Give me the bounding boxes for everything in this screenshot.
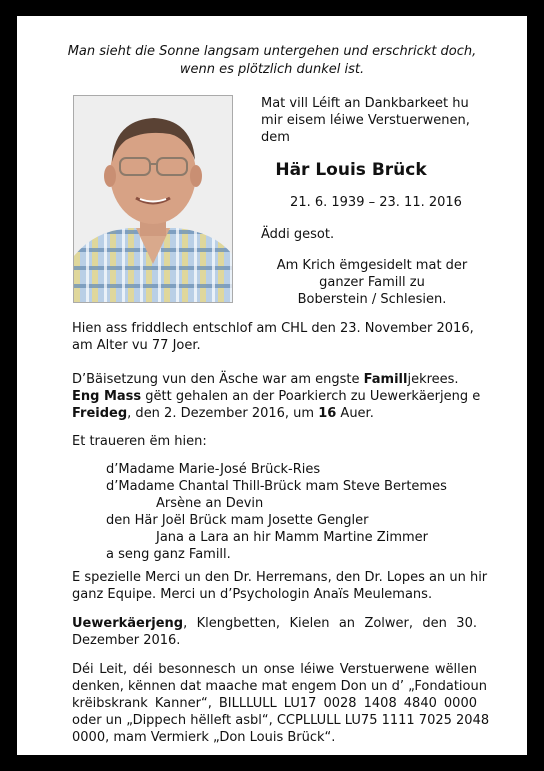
- funeral-emphasis: Freideg: [72, 406, 128, 421]
- funeral-line: [72, 388, 481, 405]
- donation-line: denken, kënnen dat maache mat engem Don un d’ „Fondatioun: [72, 679, 487, 694]
- mourner-line: Arsène an Devin: [156, 496, 264, 511]
- origin-line: Boberstein / Schlesien.: [297, 292, 447, 307]
- deceased-name: Här Louis Brück: [275, 160, 427, 180]
- mourners-intro: Et traueren ëm hien:: [72, 434, 207, 449]
- death-notice-line: am Alter vu 77 Joer.: [72, 338, 201, 353]
- donation-line: Déi Leit, déi besonnesch un onse léiwe Verstuerwene wëllen: [72, 662, 477, 677]
- motto-line: Man sieht die Sonne langsam untergehen und erschrickt doch,: [67, 44, 477, 59]
- death-notice: [72, 320, 477, 354]
- funeral-emphasis: Famill: [363, 372, 408, 387]
- place-text: , Klengbetten, Kielen an Zolwer, den 30.: [183, 616, 477, 631]
- funeral-notice: [72, 371, 481, 422]
- death-notice-line: Hien ass friddlech entschlof am CHL den 23. November 2016,: [72, 321, 474, 336]
- mourner-line: d’Madame Chantal Thill-Brück mam Steve Bertemes: [106, 479, 447, 494]
- funeral-text: gëtt gehalen an der Poarkierch zu Uewerkäerjeng e: [141, 389, 481, 404]
- funeral-text: jekrees.: [407, 372, 459, 387]
- thanks-notice: [72, 569, 488, 603]
- funeral-text: D’Bäisetzung vun den Äsche war am engste: [72, 372, 364, 387]
- intro-line: dem: [261, 130, 290, 145]
- donation-line: 0000, mam Vermierk „Don Louis Brück“.: [72, 730, 336, 745]
- thanks-line: E spezielle Merci un den Dr. Herremans, den Dr. Lopes an un hir: [72, 570, 488, 585]
- donation-line: oder un „Dippech hëlleft asbl“, CCPLLULL LU75 1111 7025 2048: [72, 713, 490, 728]
- portrait-illustration: [74, 96, 232, 302]
- origin-text: [261, 257, 483, 308]
- mourner-line: Jana a Lara an hir Mamm Martine Zimmer: [156, 530, 428, 545]
- funeral-emphasis: Eng Mass: [72, 389, 142, 404]
- mourner-line: den Här Joël Brück mam Josette Gengler: [106, 513, 369, 528]
- motto: [17, 43, 527, 79]
- obituary-page: [17, 16, 527, 755]
- place-line: [72, 615, 477, 632]
- place-date: [72, 615, 477, 649]
- place-line: Dezember 2016.: [72, 633, 181, 648]
- funeral-text: , den 2. Dezember 2016, um: [127, 406, 319, 421]
- farewell-text: Äddi gesot.: [261, 227, 335, 242]
- intro-line: mir eisem léiwe Verstuerwenen,: [261, 113, 470, 128]
- intro-line: Mat vill Léift an Dankbarkeet hu: [261, 96, 469, 111]
- funeral-line: [72, 371, 477, 388]
- origin-line: Am Krich ëmgesidelt mat der: [276, 258, 468, 273]
- life-dates: 21. 6. 1939 – 23. 11. 2016: [290, 195, 462, 210]
- origin-line: ganzer Famill zu: [319, 275, 425, 290]
- portrait-photo: [73, 95, 233, 303]
- donation-notice: [72, 661, 490, 746]
- funeral-emphasis: 16: [318, 406, 337, 421]
- mourner-line: a seng ganz Famill.: [106, 547, 231, 562]
- funeral-line: [72, 405, 477, 422]
- funeral-text: Auer.: [336, 406, 374, 421]
- donation-line: krëibskrank Kanner“, BILLLULL LU17 0028 1408 4840 0000: [72, 696, 477, 711]
- motto-line: wenn es plötzlich dunkel ist.: [179, 62, 365, 77]
- mourner-line: d’Madame Marie-José Brück-Ries: [106, 462, 321, 477]
- thanks-line: ganz Equipe. Merci un d’Psychologin Anaïs Meulemans.: [72, 587, 433, 602]
- intro-text: [261, 95, 491, 146]
- place-town: Uewerkäerjeng: [72, 616, 184, 631]
